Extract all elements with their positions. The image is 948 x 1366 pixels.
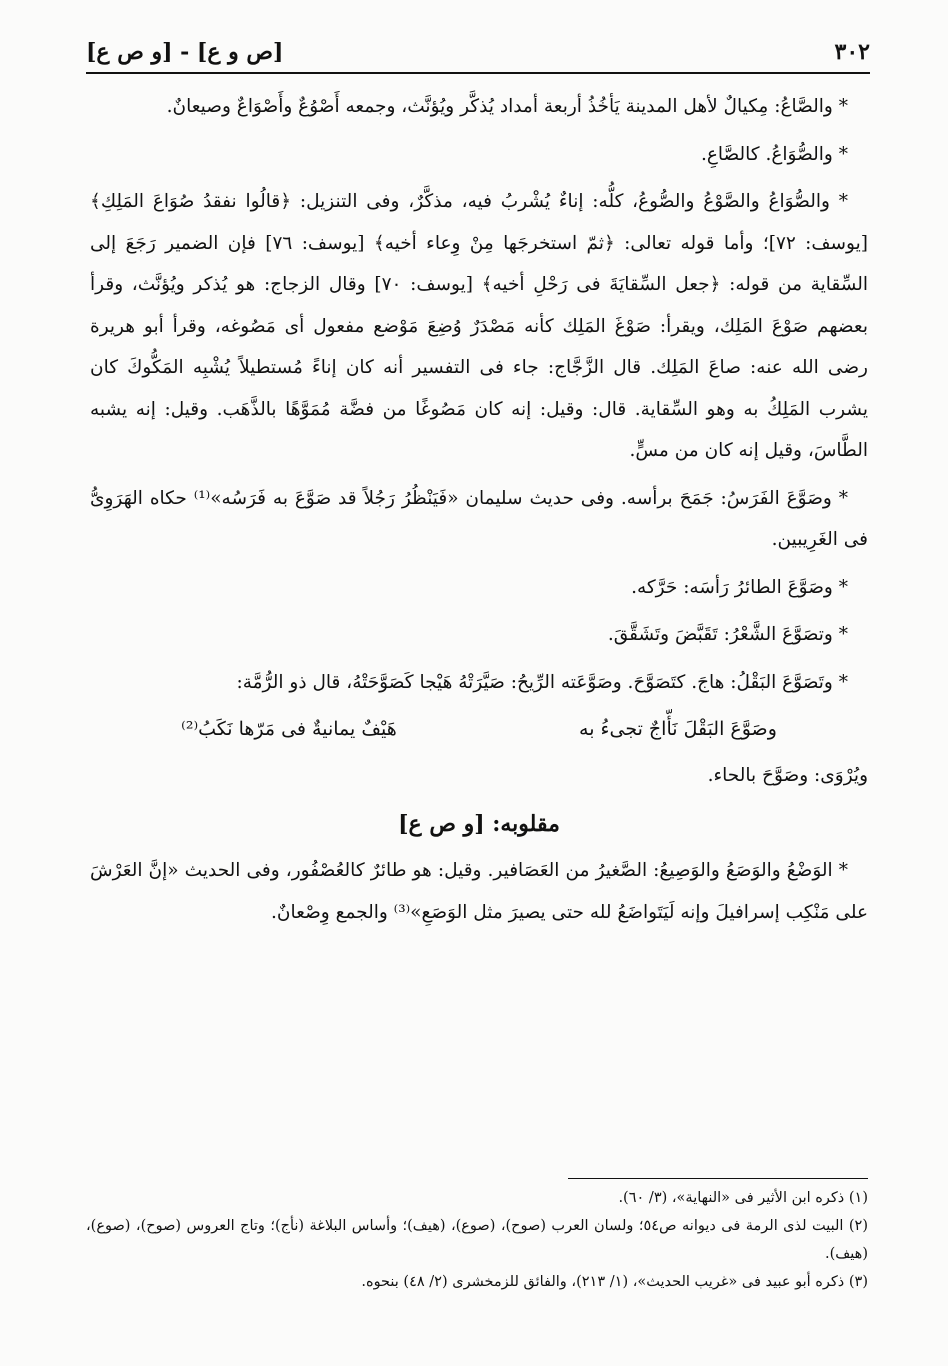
- footnote: (٢) البيت لذى الرمة فى ديوانه ص٥٤؛ ولسان العرب (صوح)، (صوع)، (هيف)؛ وأساس البلاغة (نأج)؛ وتاج العروس (صوح)، (صوع)، (هيف).: [86, 1218, 868, 1262]
- footnote-rule: [568, 1178, 868, 1179]
- footnote: (١) ذكره ابن الأثير فى «النهاية»، (٣/ ٦٠).: [618, 1190, 868, 1206]
- entry-paragraph: * وصَوَّعَ الفَرَسُ: جَمَحَ برأسه. وفى حديث سليمان «فَيَنْظُرُ رَجُلاً قد صَوَّعَ به فَرَسُه»⁽¹⁾ حكاه الهَرَوِىُّ فى الغَرِيبين.: [90, 487, 868, 550]
- entry-paragraph: * والصَّاعُ: مِكيالٌ لأهل المدينة يَأخُذُ أربعة أمداد يُذكَّر ويُؤنَّث، وجمعه أَصْوُعٌ وأَصْوَاعٌ وصيعانٌ.: [166, 96, 848, 117]
- entry-paragraph: * وتصَوَّعَ الشَّعْرُ: تَقَبَّضَ وتَشَقَّقَ.: [607, 624, 848, 645]
- entry-paragraph: * والصُّوَاعُ. كالصَّاعِ.: [700, 143, 848, 165]
- page-header: [86, 34, 870, 70]
- footnote: (٣) ذكره أبو عبيد فى «غريب الحديث»، (١/ ٢١٣)، والفائق للزمخشرى (٢/ ٤٨) بنحوه.: [361, 1274, 868, 1290]
- verse-variant-note: ويُرْوَى: وصَوَّحَ بالحاء.: [707, 764, 868, 786]
- running-title: [ص و ع] - [و ص ع]: [86, 39, 284, 65]
- page-number: ٣٠٢: [834, 39, 870, 65]
- footnotes: [86, 1184, 868, 1296]
- section-heading: مقلوبه: [و ص ع]: [398, 811, 560, 837]
- verse-second-hemistich: هَيْفٌ يمانيةٌ فى مَرّها نَكَبُ⁽²⁾: [181, 718, 397, 740]
- entry-paragraph: * وصَوَّعَ الطائرُ رَأسَه: حَرَّكه.: [631, 576, 848, 598]
- header-rule: [86, 72, 870, 74]
- entry-paragraph: * الوَضْعُ والوَصَعُ والوَصِيعُ: الصَّغيرُ من العَصَافير. وقيل: هو طائرٌ كالعُصْفُور، وفى الحديث «إنَّ العَرْشَ على مَنْكِب إسرافيلَ وإنه لَيَتَواضَعُ لله حتى يصيرَ مثل الوَصَعِ»⁽³⁾ والجمع وِصْعانٌ.: [90, 860, 868, 923]
- entry-paragraph: * وتَصَوَّعَ البَقْلُ: هاجَ. كتَصَوَّحَ. وصَوَّعَته الرِّيحُ: صَيَّرَتْهُ هَيْجا كَصَوَّحَتْهُ، قال ذو الرُّمَّة:: [236, 671, 848, 693]
- poetry-verse: [90, 709, 868, 751]
- verse-first-hemistich: وصَوَّعَ البَقْلَ نَأّاجٌ تجىءُ به: [579, 718, 777, 740]
- entry-paragraph: * والصُّوَاعُ والصَّوْعُ والصُّوعُ، كلُّه: إناءٌ يُشْربُ فيه، مذكَّرٌ، وفى التنزيل: ﴿قالُوا نفقدُ صُوَاعَ المَلِكِ﴾ [يوسف: ٧٢]؛ وأما قوله تعالى: ﴿ثمّ استخرجَها مِنْ وِعاء أخيه﴾ [يوسف: ٧٦] فإن الضمير رَجَعَ إلى السِّقاية من قوله: ﴿جعل السِّقايَةَ فى رَحْلِ أخيه﴾ [يوسف: ٧٠] وقال الزجاج: هو يُذكر ويُؤنَّث، وقرأ بعضهم صَوْعَ المَلِك، ويقرأ: صَوْغَ المَلِك كأنه مَصْدَرٌ وُضِعَ مَوْضع مفعول أى مَصُوغه، وقرأ أبو هريرة رضى الله عنه: صاعَ المَلِك. قال الزَّجَّاج: جاء فى التفسير أنه كان إناءً مُستطيلاً يُشْبِه المَكُّوكَ كان يشرب المَلِكُ به وهو السِّقاية. قال: وقيل: إنه كان مَصُوغًا من فضَّة مُمَوَّهًا بالذَّهَب. وقيل: إنه يشبه الطَّاسَ، وقيل إنه كان من مسٍّ.: [90, 191, 869, 461]
- main-text: [90, 86, 868, 939]
